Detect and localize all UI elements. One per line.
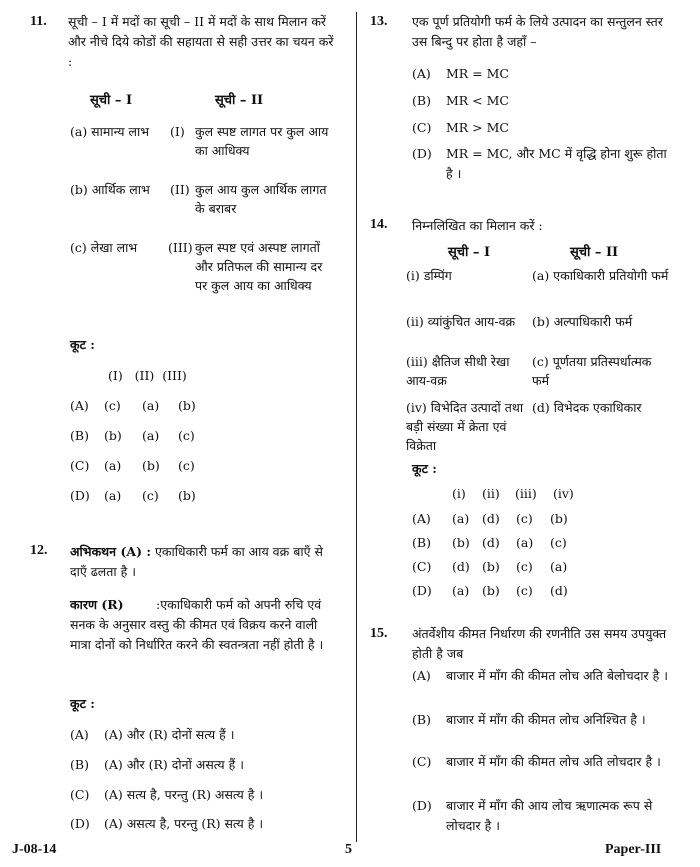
q11-item-c-right: कुल स्पष्ट एवं अस्पष्ट लागतों और प्रतिफल की सामान्य दर पर कुल आय का आधिक्य — [195, 240, 323, 293]
q14-item-i-left: (i) डम्पिंग — [406, 268, 452, 283]
q11-code-d: (D) (a) (c) (b) — [70, 488, 196, 503]
q15-option-a: (A) बाजार में माँग की कीमत लोच अति बेलोचदार है । — [412, 668, 668, 683]
q14-list2-header: सूची – II — [570, 245, 619, 260]
q11-item-b-left: (b) आर्थिक लाभ — [70, 182, 150, 197]
q13-option-d: (D) MR = MC, और MC में वृद्धि होना शुरू होता है । — [412, 146, 667, 181]
q15-stem: अंतर्वेशीय कीमत निर्धारण की रणनीति उस समय उपयुक्त होती है जब — [412, 626, 667, 661]
q14-code-d: (D) (a) (b) (c) (d) — [412, 583, 568, 598]
q14-item-iv-left: (iv) विभेदित उत्पादों तथा बड़ी संख्या में क्रेता एवं विक्रेता — [406, 400, 524, 453]
page-number: 5 — [345, 842, 352, 857]
q15-option-b: (B) बाजार में माँग की कीमत लोच अनिश्चित है । — [412, 712, 646, 727]
q11-list1-header: सूची – I — [90, 93, 133, 108]
q11-item-b-num: (II) — [170, 182, 190, 197]
q14-code-c: (C) (d) (b) (c) (a) — [412, 559, 568, 574]
q14-item-iv-right: (d) विभेदक एकाधिकार — [532, 400, 642, 415]
q11-number: 11. — [30, 14, 47, 29]
q11-code-c: (C) (a) (b) (c) — [70, 458, 195, 473]
q14-item-ii-right: (b) अल्पाधिकारी फर्म — [532, 314, 633, 329]
q13-number: 13. — [370, 14, 388, 29]
q12-option-b: (B) (A) और (R) दोनों असत्य हैं । — [70, 757, 244, 772]
q13-option-c: (C) MR > MC — [412, 120, 509, 135]
q12-assertion: अभिकथन (A) : एकाधिकारी फर्म का आय वक्र बाएँ से दाएँ ढलता है । — [70, 544, 323, 579]
q12-reason-text: :एकाधिकारी फर्म को अपनी रुचि एवं सनक के अनुसार वस्तु की कीमत एवं विक्रय करने वाली मात्रा दोनों को निर्धारित करने की स्वतन्त्रता नहीं होती है । — [70, 597, 324, 652]
footer-code: J-08-14 — [12, 842, 57, 857]
q14-item-i-right: (a) एकाधिकारी प्रतियोगी फर्म — [532, 268, 669, 283]
q11-item-a-right: कुल स्पष्ट लागत पर कुल आय का आधिक्य — [195, 124, 329, 158]
q12-reason-label: कारण (R) — [70, 597, 124, 612]
q14-code-header: (i) (ii) (iii) (iv) — [452, 486, 574, 501]
q15-option-c: (C) बाजार में माँग की कीमत लोच अति लोचदार है । — [412, 754, 661, 769]
q11-item-a-num: (I) — [170, 124, 185, 139]
column-divider — [356, 12, 357, 842]
q13-option-a: (A) MR = MC — [412, 66, 509, 81]
q12-code-label: कूट : — [70, 696, 95, 711]
q11-item-c-left: (c) लेखा लाभ — [70, 240, 138, 255]
paper-label: Paper-III — [605, 842, 662, 857]
q11-item-c-num: (III) — [168, 240, 193, 255]
q12-option-a: (A) (A) और (R) दोनों सत्य हैं । — [70, 727, 235, 742]
q14-item-iii-left: (iii) क्षैतिज सीधी रेखा आय-वक्र — [406, 354, 510, 388]
q14-item-iii-right: (c) पूर्णतया प्रतिस्पर्धात्मक फर्म — [532, 354, 652, 388]
q14-list1-header: सूची – I — [448, 245, 491, 260]
q11-item-a-left: (a) सामान्य लाभ — [70, 124, 149, 139]
q11-code-header: (I) (II) (III) — [108, 368, 187, 383]
q11-stem: सूची – I में मदों का सूची – II में मदों के साथ मिलान करें और नीचे दिये कोडों की सहायता से सही उत्तर का चयन करें : — [68, 14, 334, 69]
q11-item-b-right: कुल आय कुल आर्थिक लागत के बराबर — [195, 182, 327, 216]
q14-number: 14. — [370, 217, 388, 232]
q14-stem: निम्नलिखित का मिलान करें : — [412, 218, 543, 233]
q14-item-ii-left: (ii) व्यांकुंचित आय-वक्र — [406, 314, 516, 329]
q14-code-b: (B) (b) (d) (a) (c) — [412, 535, 567, 550]
q15-number: 15. — [370, 626, 388, 641]
q11-code-a: (A) (c) (a) (b) — [70, 398, 196, 413]
q11-code-b: (B) (b) (a) (c) — [70, 428, 195, 443]
q13-stem: एक पूर्ण प्रतियोगी फर्म के लिये उत्पादन का सन्तुलन स्तर उस बिन्दु पर होता है जहाँ – — [412, 14, 663, 49]
q12-option-c: (C) (A) सत्य है, परन्तु (R) असत्य है । — [70, 787, 264, 802]
q12-option-d: (D) (A) असत्य है, परन्तु (R) सत्य है । — [70, 816, 264, 831]
q11-code-label: कूट : — [70, 337, 95, 352]
q14-code-a: (A) (a) (d) (c) (b) — [412, 511, 568, 526]
q11-list2-header: सूची – II — [215, 93, 264, 108]
q13-option-b: (B) MR < MC — [412, 93, 509, 108]
q14-code-label: कूट : — [412, 461, 437, 476]
q15-option-d: (D) बाजार में माँग की आय लोच ऋणात्मक रूप से लोचदार है । — [412, 798, 653, 833]
q12-number: 12. — [30, 543, 48, 558]
